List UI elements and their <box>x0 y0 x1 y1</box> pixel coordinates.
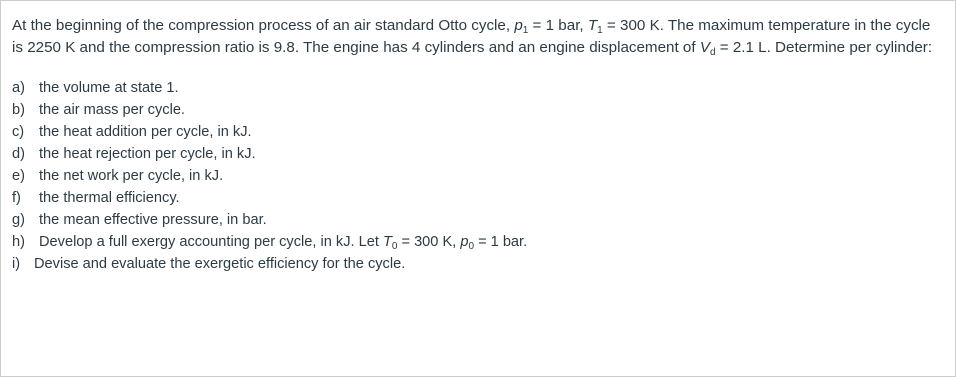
list-item <box>12 121 937 143</box>
item-h-text-1: = 300 K, <box>397 234 461 250</box>
item-letter: i) <box>12 256 21 272</box>
var-V: V <box>699 39 710 56</box>
item-letter: g) <box>12 212 25 228</box>
item-text: Devise and evaluate the exergetic efficiency for the cycle. <box>34 256 406 272</box>
item-text: the mean effective pressure, in bar. <box>39 212 267 228</box>
item-text: the heat addition per cycle, in kJ. <box>39 124 252 140</box>
item-letter: h) <box>12 234 25 250</box>
list-item <box>12 143 937 165</box>
list-item <box>12 209 937 231</box>
var-p: p <box>514 17 523 34</box>
problem-statement <box>12 15 937 59</box>
var-T-subscript: 1 <box>597 25 603 36</box>
intro-text-1: At the beginning of the compression process of an air standard Otto cycle, <box>12 17 515 34</box>
intro-text-3: = 300 K. The maximum temperature in the cycle is 2250 K and the compression ratio is 9.8. The engine has 4 cylinders and an engine displacement of <box>12 17 931 56</box>
item-letter: d) <box>12 146 25 162</box>
intro-text-2: = 1 bar, <box>528 17 588 34</box>
var-V-subscript: d <box>709 47 716 58</box>
list-item <box>12 165 937 187</box>
item-text: the net work per cycle, in kJ. <box>39 168 224 184</box>
var-p0: p <box>460 234 469 250</box>
item-text: the volume at state 1. <box>39 80 179 96</box>
var-p0-subscript: 0 <box>468 241 475 252</box>
list-item <box>12 231 937 253</box>
item-text: Develop a full exergy accounting per cycle, in kJ. Let <box>39 234 383 250</box>
item-letter: b) <box>12 102 25 118</box>
var-p-subscript: 1 <box>522 25 529 36</box>
list-item <box>12 253 937 275</box>
intro-text-4: = 2.1 L. Determine per cylinder: <box>715 39 933 56</box>
item-letter: f) <box>12 190 21 206</box>
list-item <box>12 99 937 121</box>
item-letter: e) <box>12 168 25 184</box>
var-T0: T <box>382 234 392 250</box>
item-text: the heat rejection per cycle, in kJ. <box>39 146 256 162</box>
var-T: T <box>587 17 598 34</box>
item-h-text-2: = 1 bar. <box>474 234 528 250</box>
question-content <box>12 15 937 275</box>
var-T0-subscript: 0 <box>391 241 398 252</box>
list-item <box>12 187 937 209</box>
item-letter: a) <box>12 80 25 96</box>
list-item <box>12 77 937 99</box>
item-text: the thermal efficiency. <box>39 190 180 206</box>
item-letter: c) <box>12 124 25 140</box>
item-text: the air mass per cycle. <box>39 102 185 118</box>
question-list <box>12 77 937 275</box>
